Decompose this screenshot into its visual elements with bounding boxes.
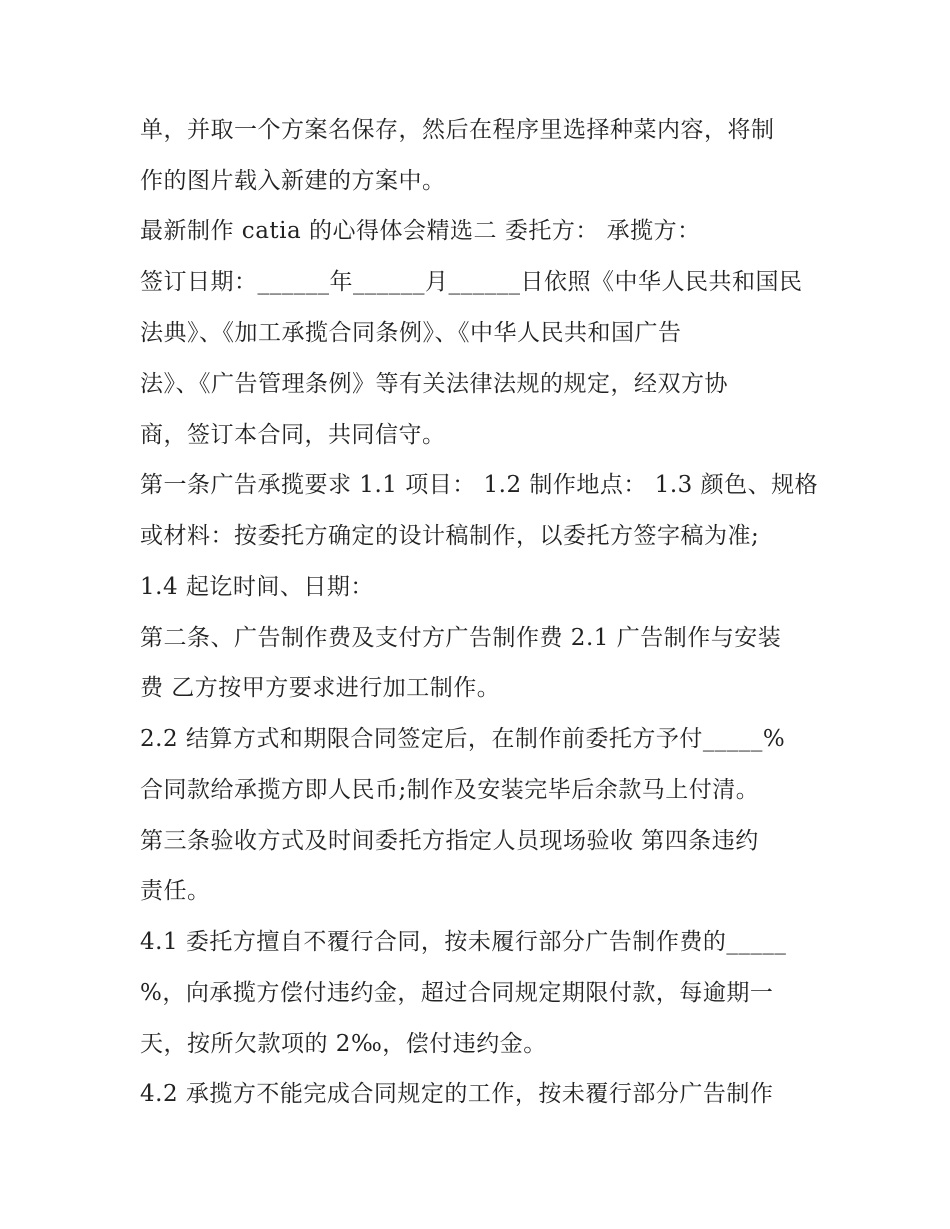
text-line: 第二条、广告制作费及支付方广告制作费 2.1 广告制作与安装 <box>140 625 782 651</box>
text-line: 天，按所欠款项的 2‰，偿付违约金。 <box>140 1031 547 1057</box>
text-line: %，向承揽方偿付违约金，超过合同规定期限付款，每逾期一 <box>140 980 774 1006</box>
text-line: 责任。 <box>140 878 211 904</box>
text-line: 作的图片载入新建的方案中。 <box>140 168 446 194</box>
text-line: 法典》、《加工承揽合同条例》、《中华人民共和国广告 <box>140 320 682 346</box>
text-line: 4.1 委托方擅自不覆行合同，按未履行部分广告制作费的_____ <box>140 929 787 955</box>
text-line: 4.2 承揽方不能完成合同规定的工作，按未覆行部分广告制作 <box>140 1081 774 1107</box>
text-line: 最新制作 catia 的心得体会精选二 委托方： 承揽方： <box>140 218 701 244</box>
text-line: 商，签订本合同，共同信守。 <box>140 422 446 448</box>
text-line: 2.2 结算方式和期限合同签定后，在制作前委托方予付_____% <box>140 726 786 752</box>
text-line: 第三条验收方式及时间委托方指定人员现场验收 第四条违约 <box>140 828 759 854</box>
text-line: 费 乙方按甲方要求进行加工制作。 <box>140 675 501 701</box>
text-line: 法》、《广告管理条例》等有关法律法规的规定，经双方协 <box>140 371 728 397</box>
text-line: 合同款给承揽方即人民币;制作及安装完毕后余款马上付清。 <box>140 777 760 803</box>
text-line: 1.4 起讫时间、日期： <box>140 574 374 600</box>
text-line: 第一条广告承揽要求 1.1 项目： 1.2 制作地点： 1.3 颜色、规格 <box>140 472 819 498</box>
text-line: 单，并取一个方案名保存，然后在程序里选择种菜内容，将制 <box>140 117 775 143</box>
text-line: 或材料：按委托方确定的设计稿制作，以委托方签字稿为准; <box>140 523 760 549</box>
text-line: 签订日期：______年______月______日依照《中华人民共和国民 <box>140 269 803 295</box>
